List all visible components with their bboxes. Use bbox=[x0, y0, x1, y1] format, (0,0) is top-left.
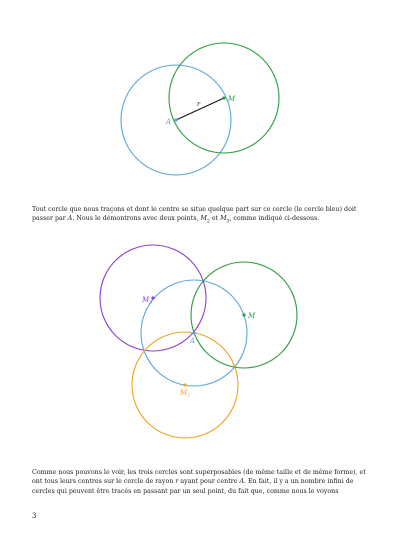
para1-text-3: et bbox=[209, 215, 221, 223]
label-A: A bbox=[166, 118, 172, 126]
para2-text-2: ayant pour centre bbox=[178, 478, 240, 486]
figure-four-circles bbox=[0, 235, 400, 465]
label-M: M bbox=[228, 95, 236, 103]
point-M bbox=[222, 96, 225, 99]
label-M3: $M_3$ bbox=[142, 296, 153, 306]
para1-var-M3: M bbox=[220, 215, 227, 223]
para1-var-M2: M bbox=[200, 215, 207, 223]
para2-var-r: r bbox=[175, 478, 179, 486]
figure-two-circles bbox=[0, 0, 400, 200]
label-r: r bbox=[197, 100, 201, 108]
para2-text-1: Comme nous pouvons le voir, les trois cercles sont superposables (de même taille et de même forme), et ont tous leurs centres sur le cercle de rayon bbox=[32, 469, 366, 486]
label-M: M bbox=[248, 312, 256, 320]
page-number: 3 bbox=[32, 512, 37, 520]
label-A: A bbox=[190, 337, 196, 345]
point-A bbox=[192, 331, 195, 334]
para1-sub-2: 2 bbox=[206, 219, 210, 225]
point-M2 bbox=[183, 383, 186, 386]
label-M2: $M_2$ bbox=[180, 389, 191, 399]
point-M bbox=[242, 313, 245, 316]
para1-var-A: A bbox=[67, 215, 73, 223]
para2-var-A: A bbox=[239, 478, 245, 486]
point-M3 bbox=[151, 296, 154, 299]
paragraph-1 bbox=[32, 205, 372, 227]
para1-text-1: Tout cercle que nous traçons et dont le centre se situe quelque part sur ce cercle (le cercle bleu) doit passer par bbox=[32, 206, 357, 223]
para1-text-4: , comme indiqué ci-dessous. bbox=[229, 215, 320, 223]
point-A bbox=[174, 118, 177, 121]
para1-sub-3: 3 bbox=[226, 219, 230, 225]
para2-text-3: . En fait, il y a un nombre infini de cercles qui peuvent être tracés en passant par un seul point, du fait que, comme nous le voyons bbox=[32, 478, 354, 495]
para1-text-2: . Nous le démontrons avec deux points, bbox=[72, 215, 201, 223]
paragraph-2 bbox=[32, 468, 372, 496]
